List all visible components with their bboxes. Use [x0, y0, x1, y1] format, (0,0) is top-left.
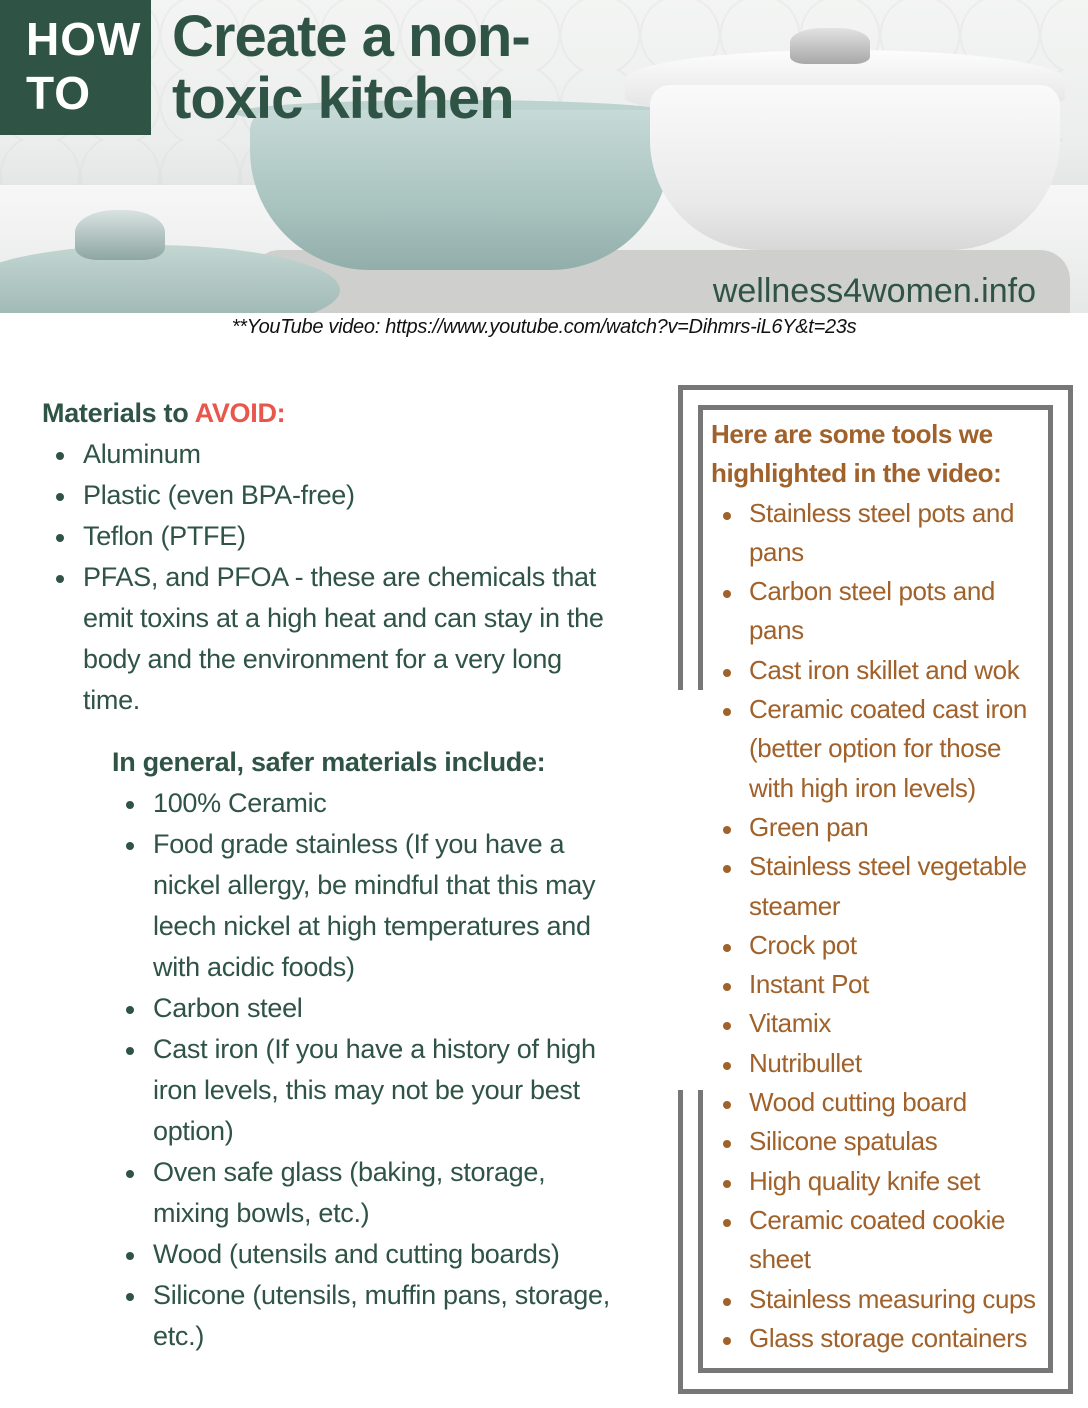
- list-item: Nutribullet: [711, 1044, 1051, 1083]
- list-item: Glass storage containers: [711, 1319, 1051, 1358]
- list-item: Carbon steel: [112, 988, 618, 1029]
- list-item: Silicone spatulas: [711, 1122, 1051, 1161]
- frame-gap: [672, 690, 704, 1090]
- list-item: Cast iron (If you have a history of high iron levels, this may not be your best option): [112, 1029, 618, 1152]
- list-item: Stainless steel vegetable steamer: [711, 847, 1051, 926]
- list-item: Green pan: [711, 808, 1051, 847]
- list-item: Vitamix: [711, 1004, 1051, 1043]
- safer-section: [112, 742, 642, 1357]
- blue-lid-knob: [75, 210, 165, 260]
- list-item: Aluminum: [42, 434, 642, 475]
- avoid-heading-highlight: AVOID:: [194, 398, 286, 428]
- list-item: Stainless measuring cups: [711, 1280, 1051, 1319]
- list-item: Plastic (even BPA-free): [42, 475, 642, 516]
- list-item: Food grade stainless (If you have a nickel allergy, be mindful that this may leech nickel at high temperatures and with acidic foods): [112, 824, 618, 988]
- safer-list: [112, 783, 642, 1357]
- list-item: Teflon (PTFE): [42, 516, 642, 557]
- badge-line-1: HOW: [26, 13, 142, 65]
- youtube-link[interactable]: **YouTube video: https://www.youtube.com/watch?v=Dihmrs-iL6Y&t=23s: [231, 316, 857, 338]
- safer-heading: In general, safer materials include:: [112, 747, 546, 777]
- list-item: Crock pot: [711, 926, 1051, 965]
- white-lid-knob: [790, 28, 870, 64]
- list-item: High quality knife set: [711, 1162, 1051, 1201]
- list-item: Cast iron skillet and wok: [711, 651, 1051, 690]
- list-item: Instant Pot: [711, 965, 1051, 1004]
- materials-section: [42, 393, 642, 1357]
- list-item: Stainless steel pots and pans: [711, 494, 1051, 573]
- list-item: 100% Ceramic: [112, 783, 618, 824]
- tools-heading: Here are some tools we highlighted in the video:: [711, 419, 1002, 489]
- page-title: [172, 6, 530, 130]
- list-item: Carbon steel pots and pans: [711, 572, 1051, 651]
- avoid-heading: [42, 393, 642, 434]
- blue-dutch-oven: [250, 110, 670, 270]
- avoid-list: [42, 434, 642, 721]
- tools-list: [711, 494, 1051, 1359]
- website-label: wellness4women.info: [712, 272, 1036, 310]
- how-to-badge: [0, 0, 151, 135]
- white-dutch-oven: [650, 85, 1060, 250]
- list-item: Wood (utensils and cutting boards): [112, 1234, 618, 1275]
- title-line-1: Create a non-: [172, 4, 530, 69]
- badge-line-2: TO: [26, 67, 92, 119]
- title-line-2: toxic kitchen: [172, 66, 514, 131]
- tools-section: [711, 415, 1051, 1358]
- avoid-heading-prefix: Materials to: [42, 398, 195, 428]
- list-item: Silicone (utensils, muffin pans, storage, etc.): [112, 1275, 618, 1357]
- list-item: PFAS, and PFOA - these are chemicals that emit toxins at a high heat and can stay in the body and the environment for a very long time.: [42, 557, 623, 721]
- list-item: Oven safe glass (baking, storage, mixing bowls, etc.): [112, 1152, 618, 1234]
- list-item: Ceramic coated cookie sheet: [711, 1201, 1051, 1280]
- header-photo: [0, 0, 1088, 313]
- list-item: Wood cutting board: [711, 1083, 1051, 1122]
- list-item: Ceramic coated cast iron (better option for those with high iron levels): [711, 690, 1051, 808]
